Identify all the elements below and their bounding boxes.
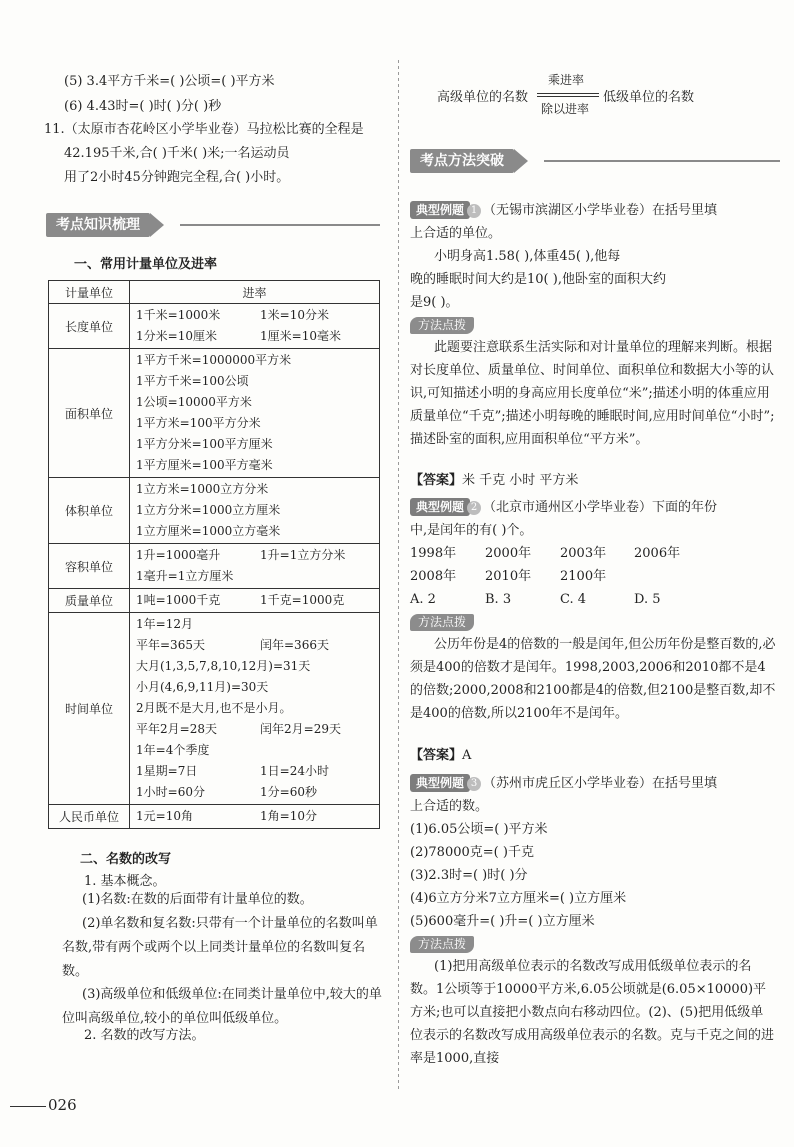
page-number-rule [10, 1106, 46, 1107]
question-11-line3: 用了2小时45分钟跑完全程,合( )小时。 [64, 170, 290, 185]
method-tag-2: 方法点拨 [410, 614, 474, 631]
rate-line [136, 500, 373, 521]
unit-category: 面积单位 [49, 349, 130, 478]
rate-line [136, 455, 373, 476]
example-1-line2: 上合适的单位。 [410, 226, 502, 241]
example-3-item-4: (4)6立方分米7立方厘米=( )立方厘米 [410, 891, 627, 906]
rate-line [136, 782, 373, 803]
concept-2: (2)单名数和复名数:只带有一个计量单位的名数叫单名数,带有两个或两个以上同类计量单位的名数叫复名数。 [62, 916, 378, 979]
rate-text: 1千克=1000克 [260, 593, 345, 607]
banner-rule [180, 224, 380, 226]
rate-line [136, 326, 373, 347]
unit-rates [130, 544, 380, 589]
rate-text: 1平方米=100平方分米 [136, 416, 261, 430]
rate-text: 1升=1000毫升 [136, 548, 221, 562]
example-1-answer [410, 472, 578, 490]
rate-text: 1年=12月 [136, 617, 193, 631]
rate-text: 1星期=7日 [136, 764, 198, 778]
example-1-line5: 是9( )。 [410, 295, 459, 310]
method-tag-1: 方法点拨 [410, 317, 474, 334]
concept-1: (1)名数:在数的后面带有计量单位的数。 [82, 892, 313, 907]
example-2-header [410, 498, 717, 517]
rate-line [136, 590, 373, 611]
rate-line [136, 677, 373, 698]
rate-text: 1平方千米=100公顷 [136, 374, 249, 388]
column-divider [398, 60, 399, 1090]
method-tag-3: 方法点拨 [410, 936, 474, 953]
answer-2-text: A [462, 748, 472, 763]
table-row [49, 349, 380, 478]
rate-text: 闰年=366天 [260, 638, 329, 652]
rate-line [136, 761, 373, 782]
rate-text: 1升=1立方分米 [260, 548, 346, 562]
unit-rates [130, 805, 380, 829]
example-1-line4: 晚的睡眠时间大约是10( ),他卧室的面积大约 [410, 272, 666, 287]
rate-line [136, 545, 373, 566]
example-3-item-2: (2)78000克=( )千克 [410, 845, 534, 860]
rate-text: 1日=24小时 [260, 764, 329, 778]
year-option: 2100年 [560, 569, 607, 584]
table-row [49, 613, 380, 805]
year-option: 2003年 [560, 546, 607, 561]
answer-1-text: 米 千克 小时 平方米 [462, 473, 579, 488]
choice-a: A. 2 [410, 592, 436, 607]
answer-tag-1: 【答案】 [410, 473, 463, 488]
table-row [49, 478, 380, 544]
rate-line [136, 740, 373, 761]
example-3-item-3: (3)2.3时=( )时( )分 [410, 868, 528, 883]
unit-category: 时间单位 [49, 613, 130, 805]
rate-line [136, 521, 373, 542]
question-11-line1: 11.（太原市杏花岭区小学毕业卷）马拉松比赛的全程是 [44, 122, 364, 137]
example-number-2: 2 [467, 501, 481, 515]
rate-text: 1米=10分米 [260, 308, 329, 322]
rate-line [136, 656, 373, 677]
section-banner-knowledge: 考点知识梳理 [46, 213, 150, 237]
example-2-method: 公历年份是4的倍数的一般是闰年,但公历年份是整百数的,必须是400的倍数才是闰年。1998,2003,2006和2010都不是4的倍数;2000,2008和2100都是4的倍数,但2100是整百数,却不是400的倍数,所以2100年不是闰年。 [410, 637, 776, 721]
example-tag: 典型例题 [410, 774, 470, 792]
year-option: 1998年 [410, 546, 457, 561]
conversion-right: 低级单位的名数 [603, 90, 695, 105]
example-tag: 典型例题 [410, 201, 470, 219]
rate-line [136, 566, 373, 587]
rate-text: 1平方分米=100平方厘米 [136, 437, 273, 451]
rate-line [136, 350, 373, 371]
example-number-3: 3 [467, 777, 481, 791]
rate-text: 平年=365天 [136, 638, 205, 652]
section-2-item-1: 1. 基本概念。 [84, 874, 166, 889]
question-11-line2: 42.195千米,合( )千米( )米;一名运动员 [64, 146, 290, 161]
example-3-source: （苏州市虎丘区小学毕业卷）在括号里填 [483, 776, 718, 791]
unit-rates [130, 589, 380, 613]
rate-text: 1元=10角 [136, 809, 193, 823]
rate-line [136, 413, 373, 434]
choice-c: C. 4 [560, 592, 587, 607]
example-1-line3: 小明身高1.58( ),体重45( ),他每 [434, 249, 621, 264]
rate-text: 平年2月=28天 [136, 722, 217, 736]
unit-rates [130, 613, 380, 805]
table-header-unit: 计量单位 [49, 281, 130, 304]
rate-line [136, 392, 373, 413]
unit-category: 容积单位 [49, 544, 130, 589]
rate-line [136, 434, 373, 455]
example-1-header [410, 201, 717, 220]
question-6: (6) 4.43时=( )时( )分( )秒 [64, 99, 222, 114]
rate-text: 1年=4个季度 [136, 743, 210, 757]
section-1-title: 一、常用计量单位及进率 [74, 257, 218, 272]
rate-text: 小月(4,6,9,11月)=30天 [136, 680, 269, 694]
unit-category: 长度单位 [49, 304, 130, 349]
rate-text: 大月(1,3,5,7,8,10,12月)=31天 [136, 659, 311, 673]
rate-text: 1厘米=10毫米 [260, 329, 341, 343]
unit-rates [130, 304, 380, 349]
example-2-answer [410, 747, 471, 765]
example-1-method: 此题要注意联系生活实际和对计量单位的理解来判断。根据对长度单位、质量单位、时间单位、面积单位和数据大小等的认识,可知描述小明的身高应用长度单位“米”;描述小明的体重应用质量单位“千克”;描述小明每晚的睡眠时间,应用时间单位“小时”;描述卧室的面积,应用面积单位“平方米”。 [410, 340, 775, 447]
table-row [49, 304, 380, 349]
rate-text: 1公顷=10000平方米 [136, 395, 252, 409]
rate-text: 1立方米=1000立方分米 [136, 482, 269, 496]
rate-line [136, 719, 373, 740]
year-option: 2010年 [485, 569, 532, 584]
rate-text: 闰年2月=29天 [260, 722, 341, 736]
rate-text: 1分=60秒 [260, 785, 317, 799]
rate-text: 1立方分米=1000立方厘米 [136, 503, 281, 517]
unit-category: 质量单位 [49, 589, 130, 613]
example-tag: 典型例题 [410, 498, 470, 516]
table-row [49, 589, 380, 613]
rate-line [136, 305, 373, 326]
example-3-method: (1)把用高级单位表示的名数改写成用低级单位表示的名数。1公顷等于10000平方米,6.05公顷就是(6.05×10000)平方米;也可以直接把小数点向右移动四位。(2)、(5)把用低级单位表示的名数改写成用高级单位表示的名数。克与千克之间的进率是1000,直接 [410, 959, 775, 1066]
unit-category: 体积单位 [49, 478, 130, 544]
example-3-header [410, 774, 717, 793]
example-1-source: （无锡市滨湖区小学毕业卷）在括号里填 [483, 203, 718, 218]
rate-text: 1平方千米=1000000平方米 [136, 353, 292, 367]
section-2-item-2: 2. 名数的改写方法。 [84, 1028, 205, 1043]
rate-line [136, 371, 373, 392]
banner-rule-2 [544, 160, 780, 162]
rate-line [136, 698, 373, 719]
example-2-source: （北京市通州区小学毕业卷）下面的年份 [483, 500, 718, 515]
year-option: 2000年 [485, 546, 532, 561]
section-banner-methods: 考点方法突破 [410, 149, 514, 173]
rate-text: 1吨=1000千克 [136, 593, 221, 607]
conversion-arrow-right [537, 93, 599, 94]
page-number: 026 [48, 1096, 77, 1114]
rate-line [136, 635, 373, 656]
table-row [49, 805, 380, 829]
example-number-1: 1 [467, 204, 481, 218]
rate-text: 1毫升=1立方厘米 [136, 569, 234, 583]
rate-text: 1立方厘米=1000立方毫米 [136, 524, 281, 538]
rate-line [136, 806, 373, 827]
rate-line [136, 614, 373, 635]
section-2-title: 二、名数的改写 [80, 852, 172, 867]
choice-b: B. 3 [485, 592, 512, 607]
table-header-rate: 进率 [130, 281, 380, 304]
rate-text: 1分米=10厘米 [136, 329, 217, 343]
example-2-line2: 中,是闰年的有( )个。 [410, 523, 533, 538]
conversion-arrow-left [537, 96, 599, 97]
year-option: 2008年 [410, 569, 457, 584]
conversion-left: 高级单位的名数 [437, 90, 529, 105]
unit-rates [130, 478, 380, 544]
conversion-bottom: 除以进率 [541, 102, 590, 116]
rate-text: 1角=10分 [260, 809, 317, 823]
unit-rates [130, 349, 380, 478]
answer-tag-2: 【答案】 [410, 748, 463, 763]
example-3-item-1: (1)6.05公顷=( )平方米 [410, 822, 548, 837]
choice-d: D. 5 [634, 592, 661, 607]
rate-text: 1小时=60分 [136, 785, 205, 799]
year-option: 2006年 [634, 546, 681, 561]
rate-text: 2月既不是大月,也不是小月。 [136, 701, 292, 715]
rate-text: 1平方厘米=100平方毫米 [136, 458, 273, 472]
rate-line [136, 479, 373, 500]
rate-text: 1千米=1000米 [136, 308, 221, 322]
conversion-top: 乘进率 [548, 73, 585, 87]
unit-category: 人民币单位 [49, 805, 130, 829]
example-3-item-5: (5)600毫升=( )升=( )立方厘米 [410, 914, 595, 929]
table-row [49, 544, 380, 589]
concept-3: (3)高级单位和低级单位:在同类计量单位中,较大的单位叫高级单位,较小的单位叫低级单位。 [62, 987, 382, 1026]
question-5: (5) 3.4平方千米=( )公顷=( )平方米 [64, 74, 275, 89]
example-3-line2: 上合适的数。 [410, 799, 489, 814]
units-table [48, 280, 380, 829]
